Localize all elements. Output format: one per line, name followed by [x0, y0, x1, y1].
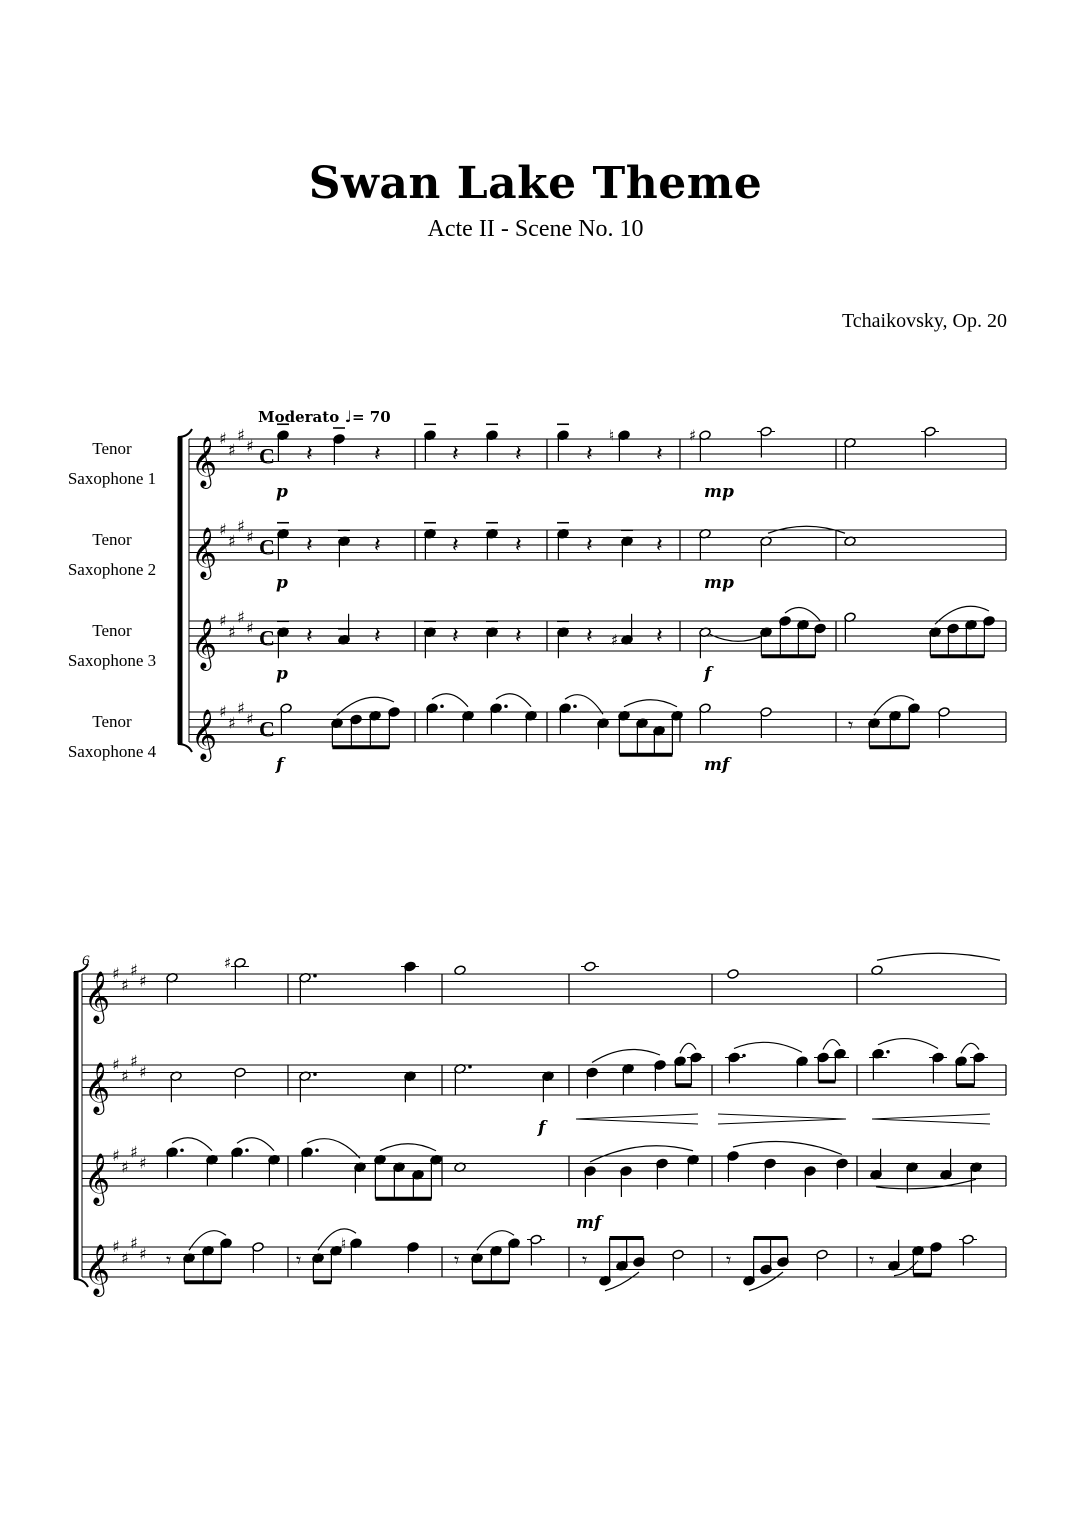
- measure-number: 6: [82, 953, 90, 969]
- key-signature-sharp: ♯: [237, 516, 245, 536]
- crescendo-hairpin: [872, 1119, 990, 1124]
- key-signature-sharp: ♯: [130, 1233, 138, 1253]
- quarter-rest: 𝄽: [656, 624, 663, 649]
- dynamic-marking: p: [276, 664, 288, 684]
- instrument-label-line: Saxophone 2: [67, 560, 157, 579]
- quarter-rest: 𝄽: [586, 533, 593, 558]
- quarter-rest: 𝄽: [452, 624, 459, 649]
- quarter-rest: 𝄽: [306, 533, 313, 558]
- key-signature-sharp: ♯: [121, 1248, 129, 1268]
- slur: [337, 697, 394, 715]
- slur: [823, 1040, 840, 1050]
- key-signature-sharp: ♯: [112, 1146, 120, 1165]
- treble-clef-icon: 𝄞: [191, 618, 218, 669]
- accidental-sharp: ♯: [689, 426, 697, 445]
- key-signature-sharp: ♯: [237, 425, 245, 445]
- key-signature-sharp: ♯: [219, 702, 227, 721]
- key-signature-sharp: ♯: [112, 1237, 120, 1256]
- whole-note: [727, 969, 739, 980]
- slur: [432, 694, 468, 707]
- accidental-sharp: ♯: [224, 953, 232, 972]
- eighth-rest: 𝄾: [166, 1248, 172, 1272]
- treble-clef-icon: 𝄞: [84, 1153, 111, 1204]
- instrument-label-line: Saxophone 4: [67, 742, 157, 761]
- key-signature-sharp: ♯: [246, 527, 254, 547]
- eighth-rest: 𝄾: [726, 1248, 732, 1272]
- key-signature-sharp: ♯: [228, 531, 236, 551]
- tempo-bpm: = 70: [351, 408, 391, 426]
- key-signature-sharp: ♯: [219, 520, 227, 539]
- instrument-label-line: Tenor: [92, 439, 132, 458]
- eighth-rest: 𝄾: [869, 1248, 875, 1272]
- key-signature-sharp: ♯: [112, 964, 120, 983]
- key-signature-sharp: ♯: [139, 1062, 147, 1082]
- instrument-label-line: Saxophone 1: [67, 469, 157, 488]
- composer-credit: Tchaikovsky, Op. 20: [841, 310, 1007, 332]
- key-signature-sharp: ♯: [130, 1051, 138, 1071]
- instrument-label-line: Tenor: [92, 530, 132, 549]
- augmentation-dot: [315, 1148, 319, 1152]
- quarter-rest: 𝄽: [656, 533, 663, 558]
- crescendo-hairpin: [872, 1114, 990, 1119]
- key-signature-sharp: ♯: [237, 698, 245, 718]
- quarter-note-icon: ♩: [344, 407, 352, 426]
- accidental-natural: ♮: [341, 1234, 347, 1253]
- dynamic-marking: mf: [704, 755, 730, 775]
- key-signature-sharp: ♯: [139, 971, 147, 991]
- slur: [680, 1043, 696, 1053]
- slur: [710, 634, 766, 641]
- system-bracket: [178, 429, 192, 437]
- key-signature-sharp: ♯: [228, 713, 236, 733]
- system-bracket: [178, 744, 192, 752]
- time-signature: C: [259, 625, 275, 651]
- quarter-rest: 𝄽: [515, 442, 522, 467]
- augmentation-dot: [180, 1148, 184, 1152]
- dynamic-marking: f: [538, 1118, 546, 1138]
- augmentation-dot: [313, 1072, 317, 1076]
- slur: [307, 1139, 360, 1159]
- slur: [237, 1138, 274, 1151]
- dynamic-marking: mf: [576, 1213, 602, 1233]
- eighth-rest: 𝄾: [296, 1248, 302, 1272]
- time-signature: C: [259, 534, 275, 560]
- slur: [565, 695, 603, 715]
- slur: [877, 953, 1000, 960]
- slur: [961, 1043, 979, 1053]
- augmentation-dot: [742, 1054, 746, 1058]
- slur: [935, 606, 989, 624]
- slur: [734, 1042, 802, 1052]
- eighth-rest: 𝄾: [582, 1248, 588, 1272]
- crescendo-hairpin: [576, 1114, 698, 1119]
- augmentation-dot: [245, 1148, 249, 1152]
- key-signature-sharp: ♯: [219, 611, 227, 630]
- key-signature-sharp: ♯: [139, 1153, 147, 1173]
- treble-clef-icon: 𝄞: [191, 527, 218, 578]
- augmentation-dot: [573, 704, 577, 708]
- augmentation-dot: [468, 1065, 472, 1069]
- key-signature-sharp: ♯: [219, 429, 227, 448]
- crescendo-hairpin: [576, 1119, 698, 1124]
- key-signature-sharp: ♯: [130, 1142, 138, 1162]
- key-signature-sharp: ♯: [246, 436, 254, 456]
- slur: [496, 694, 531, 707]
- treble-clef-icon: 𝄞: [84, 1244, 111, 1295]
- key-signature-sharp: ♯: [121, 975, 129, 995]
- key-signature-sharp: ♯: [112, 1055, 120, 1074]
- key-signature-sharp: ♯: [121, 1066, 129, 1086]
- slur: [624, 700, 677, 707]
- quarter-rest: 𝄽: [515, 533, 522, 558]
- key-signature-sharp: ♯: [228, 440, 236, 460]
- slur: [876, 1179, 976, 1189]
- treble-clef-icon: 𝄞: [191, 436, 218, 487]
- dynamic-marking: p: [276, 573, 288, 593]
- key-signature-sharp: ♯: [130, 960, 138, 980]
- quarter-rest: 𝄽: [586, 624, 593, 649]
- instrument-label-line: Saxophone 3: [67, 651, 157, 670]
- decrescendo-hairpin: [718, 1114, 846, 1119]
- decrescendo-hairpin: [718, 1119, 846, 1124]
- score-title: Swan Lake Theme: [308, 158, 763, 209]
- accidental-natural: ♮: [609, 426, 615, 445]
- treble-clef-icon: 𝄞: [84, 1062, 111, 1113]
- treble-clef-icon: 𝄞: [84, 971, 111, 1022]
- key-signature-sharp: ♯: [246, 709, 254, 729]
- quarter-rest: 𝄽: [452, 442, 459, 467]
- eighth-rest: 𝄾: [848, 713, 854, 737]
- slur: [592, 1049, 660, 1062]
- treble-clef-icon: 𝄞: [191, 709, 218, 760]
- augmentation-dot: [886, 1050, 890, 1054]
- quarter-rest: 𝄽: [306, 442, 313, 467]
- dynamic-marking: mp: [704, 573, 734, 593]
- quarter-rest: 𝄽: [586, 442, 593, 467]
- tempo-text: Moderato: [258, 408, 340, 426]
- key-signature-sharp: ♯: [139, 1244, 147, 1264]
- slur: [172, 1138, 212, 1151]
- slur: [878, 1039, 938, 1049]
- dynamic-marking: p: [276, 482, 288, 502]
- quarter-rest: 𝄽: [374, 442, 381, 467]
- dynamic-marking: mp: [704, 482, 734, 502]
- dynamic-marking: f: [276, 755, 284, 775]
- time-signature: C: [259, 443, 275, 469]
- key-signature-sharp: ♯: [121, 1157, 129, 1177]
- slur: [590, 1146, 693, 1162]
- slur: [380, 1144, 436, 1151]
- quarter-rest: 𝄽: [306, 624, 313, 649]
- key-signature-sharp: ♯: [237, 607, 245, 627]
- augmentation-dot: [504, 704, 508, 708]
- quarter-rest: 𝄽: [374, 533, 381, 558]
- slur: [733, 1141, 842, 1154]
- accidental-sharp: ♯: [611, 630, 619, 649]
- key-signature-sharp: ♯: [246, 618, 254, 638]
- quarter-rest: 𝄽: [452, 533, 459, 558]
- augmentation-dot: [313, 974, 317, 978]
- eighth-rest: 𝄾: [454, 1248, 460, 1272]
- dynamic-marking: f: [704, 664, 712, 684]
- quarter-rest: 𝄽: [515, 624, 522, 649]
- quarter-rest: 𝄽: [656, 442, 663, 467]
- augmentation-dot: [440, 704, 444, 708]
- score-subtitle: Acte II - Scene No. 10: [427, 216, 644, 242]
- instrument-label-line: Tenor: [92, 712, 132, 731]
- instrument-label-line: Tenor: [92, 621, 132, 640]
- whole-note: [584, 961, 596, 972]
- key-signature-sharp: ♯: [228, 622, 236, 642]
- time-signature: C: [259, 716, 275, 742]
- quarter-rest: 𝄽: [374, 624, 381, 649]
